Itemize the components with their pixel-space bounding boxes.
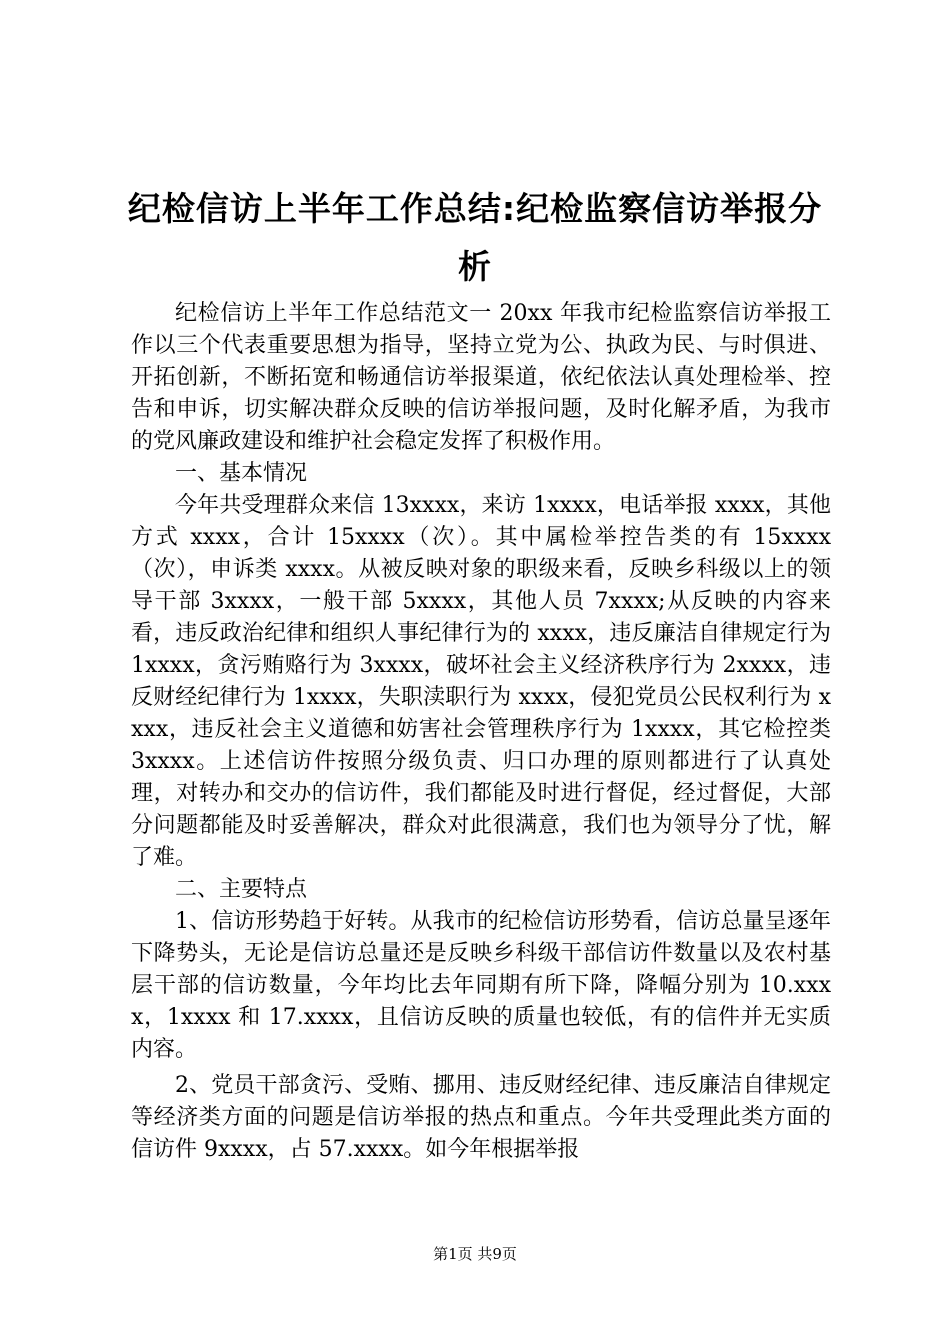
section-heading-basic-situation: 一、基本情况 xyxy=(175,461,308,486)
section-heading-main-features: 二、主要特点 xyxy=(175,877,308,902)
paragraph-feature-1: 1、信访形势趋于好转。从我市的纪检信访形势看，信访总量呈逐年下降势头，无论是信访总量还是反映乡科级干部信访件数量以及农村基层干部的信访数量，今年均比去年同期有所下降，降幅分别为 10.xxxx，1xxxx 和 17.xxxx，且信访反映的质量也较低，有的信件并无实质内容。 xyxy=(131,909,831,1062)
page-footer: 第1页 共9页 xyxy=(433,1245,517,1263)
paragraph-feature-2: 2、党员干部贪污、受贿、挪用、违反财经纪律、违反廉洁自律规定等经济类方面的问题是信访举报的热点和重点。今年共受理此类方面的信访件 9xxxx，占 57.xxxx。如今年根据举报 xyxy=(131,1073,831,1162)
document-title: 纪检信访上半年工作总结:纪检监察信访举报分析 xyxy=(127,189,823,286)
paragraph-intro: 纪检信访上半年工作总结范文一 20xx 年我市纪检监察信访举报工作以三个代表重要思想为指导，坚持立党为公、执政为民、与时俱进、开拓创新，不断拓宽和畅通信访举报渠道，依纪依法认真处理检举、控告和申诉，切实解决群众反映的信访举报问题，及时化解矛盾，为我市的党风廉政建设和维护社会稳定发挥了积极作用。 xyxy=(131,301,831,454)
paragraph-basic-situation: 今年共受理群众来信 13xxxx，来访 1xxxx，电话举报 xxxx，其他方式 xxxx，合计 15xxxx（次）。其中属检举控告类的有 15xxxx（次），申诉类 xxxx。从被反映对象的职级来看，反映乡科级以上的领导干部 3xxxx，一般干部 5xxxx，其他人员 7xxxx;从反映的内容来看，违反政治纪律和组织人事纪律行为的 xxxx，违反廉洁自律规定行为 1xxxx，贪污贿赂行为 3xxxx，破坏社会主义经济秩序行为 2xxxx，违反财经纪律行为 1xxxx，失职渎职行为 xxxx，侵犯党员公民权利行为 xxxx，违反社会主义道德和妨害社会管理秩序行为 1xxxx，其它检控类 3xxxx。上述信访件按照分级负责、归口办理的原则都进行了认真处理，对转办和交办的信访件，我们都能及时进行督促，经过督促，大部分问题都能及时妥善解决，群众对此很满意，我们也为领导分了忧，解了难。 xyxy=(131,493,831,870)
document-body xyxy=(131,298,831,1166)
